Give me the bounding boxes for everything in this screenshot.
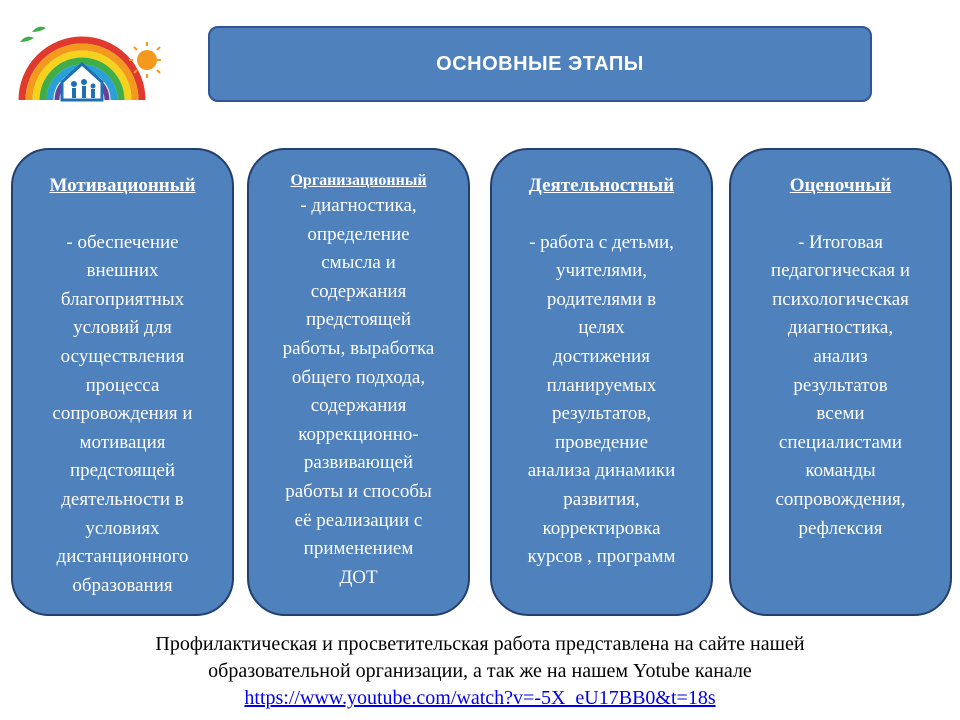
stage-card-motivational xyxy=(11,148,234,616)
youtube-link[interactable]: https://www.youtube.com/watch?v=-5X_eU17BB0&t=18s xyxy=(244,687,716,709)
stage-title: Организационный xyxy=(290,172,427,189)
stage-description: - работа с детьми, учителями, родителями в целях достижения планируемых результатов, проведение анализа динамики развития, корректировка курсов , программ xyxy=(527,231,676,568)
stage-card-evaluative xyxy=(729,148,952,616)
footer-line-1: Профилактическая и просветительская работа представлена на сайте нашей xyxy=(155,633,805,655)
rainbow-house-logo-icon xyxy=(12,20,162,120)
logo xyxy=(12,20,162,120)
page-title-box xyxy=(208,26,872,102)
stage-title: Деятельностный xyxy=(528,175,675,196)
footer-line-2: образовательной организации, а так же на нашем Yotube канале xyxy=(208,660,752,682)
stage-card-organizational xyxy=(247,148,470,616)
stage-title: Оценочный xyxy=(789,175,892,196)
footer-note xyxy=(0,631,960,712)
stage-description: - обеспечение внешних благоприятных условий для осуществления процесса сопровождения и мотивация предстоящей деятельности в условиях дистанционного образования xyxy=(52,231,193,596)
stage-description: - Итоговая педагогическая и психологическая диагностика, анализ результатов всеми специалистами команды сопровождения, рефлексия xyxy=(770,231,911,539)
stage-description: - диагностика, определение смысла и содержания предстоящей работы, выработка общего подхода, содержания коррекционно- развивающей работы и способы её реализации с применением ДОТ xyxy=(282,195,435,588)
stage-title: Мотивационный xyxy=(49,175,196,196)
page-title: ОСНОВНЫЕ ЭТАПЫ xyxy=(436,52,644,75)
stage-card-activity xyxy=(490,148,713,616)
